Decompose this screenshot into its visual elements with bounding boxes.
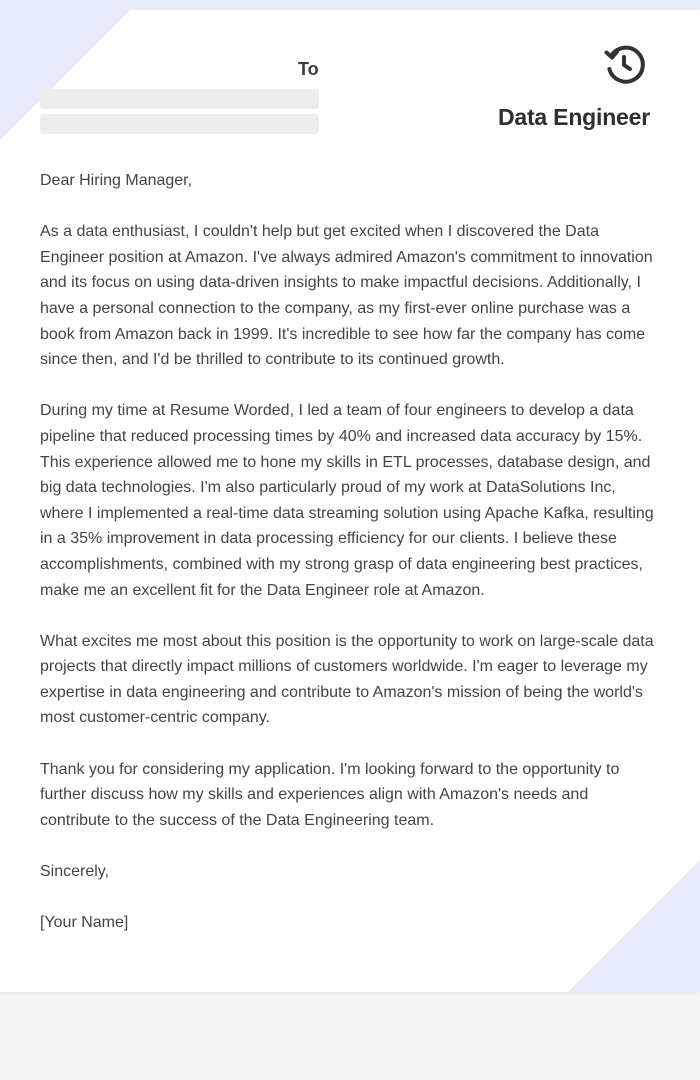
recipient-label: To — [298, 59, 319, 79]
body-paragraph-4: Thank you for considering my application. I'm looking forward to the opportunity to further discuss how my skills and experiences align with Amazon's needs and contribute to the success of the Data Engineering team. — [40, 760, 620, 829]
closing: Sincerely, — [40, 863, 110, 881]
cover-letter-page — [0, 10, 700, 992]
signature: [Your Name] — [40, 914, 129, 932]
body-paragraph-1: As a data enthusiast, I couldn't help but get excited when I discovered the Data Engineer position at Amazon. I've always admired Amazon's commitment to innovation and its focus on using data-driven insights to make impactful decisions. Additionally, I have a personal connection to the company, as my first-ever online purchase was a book from Amazon back in 1999. It's incredible to see how far the company has come since then, and I'd be thrilled to contribute to its continued growth. — [40, 223, 653, 369]
recipient-address-placeholder-line — [40, 114, 319, 134]
body-paragraph-3: What excites me most about this position is the opportunity to work on large-scale data projects that directly impact millions of customers worldwide. I'm eager to leverage my expertise in data engineering and contribute to Amazon's mission of being the world's most customer-centric company. — [40, 632, 654, 727]
recipient-placeholder-line — [40, 89, 319, 109]
page-footer-space — [0, 992, 700, 1080]
salutation: Dear Hiring Manager, — [40, 172, 193, 189]
body-paragraph-2: During my time at Resume Worded, I led a team of four engineers to develop a data pipeline that reduced processing times by 40% and increased data accuracy by 15%. This experience allowed me to hone my skills in ETL processes, database design, and big data technologies. I'm also particularly proud of my work at DataSolutions Inc, where I implemented a real-time data streaming solution using Apache Kafka, resulting in a 35% improvement in data processing efficiency for our clients. I believe these accomplishments, combined with my strong grasp of data engineering best practices, make me an excellent fit for the Data Engineer role at Amazon. — [40, 402, 654, 599]
letter-body — [40, 168, 660, 961]
letter-header — [0, 10, 700, 160]
history-icon — [603, 44, 645, 86]
job-title: Data Engineer — [497, 104, 650, 130]
